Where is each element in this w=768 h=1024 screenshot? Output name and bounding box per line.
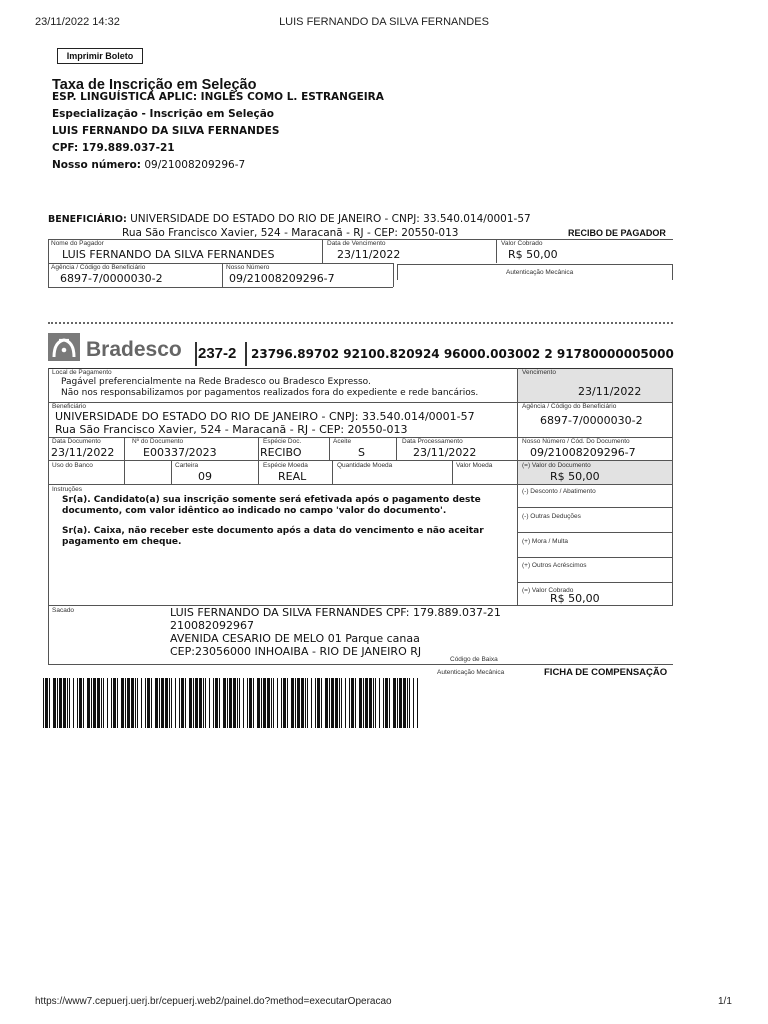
charged-amount-value: R$ 50,00 bbox=[550, 592, 600, 605]
acceptance-value: S bbox=[358, 446, 365, 459]
page-title: Taxa de Inscrição em Seleção bbox=[52, 77, 257, 93]
agency-label: Agência / Código do Beneficiário bbox=[522, 403, 617, 410]
receipt-authentication-label: Autenticação Mecânica bbox=[506, 269, 574, 276]
bank-use-label: Uso do Banco bbox=[52, 462, 93, 469]
inscription-type: Especialização - Inscrição em Seleção bbox=[52, 108, 275, 120]
payer-line1: LUIS FERNANDO DA SILVA FERNANDES CPF: 179.889.037-21 bbox=[170, 606, 501, 619]
payer-line2: 210082092967 bbox=[170, 619, 254, 632]
processing-date-label: Data Processamento bbox=[402, 438, 463, 445]
receipt-due-label: Data de Vencimento bbox=[327, 240, 386, 247]
processing-date-value: 23/11/2022 bbox=[413, 446, 477, 459]
instruction-1b: documento, com valor idêntico ao indicado no campo 'valor do documento'. bbox=[62, 506, 447, 516]
receipt-payer-value: LUIS FERNANDO DA SILVA FERNANDES bbox=[62, 248, 275, 261]
document-number-value: E00337/2023 bbox=[143, 446, 217, 459]
typeable-line: 23796.89702 92100.820924 96000.003002 2 91780000005000 bbox=[251, 347, 674, 361]
receipt-address: Rua São Francisco Xavier, 524 - Maracanã - RJ - CEP: 20550-013 bbox=[122, 227, 459, 239]
instructions-label: Instruções bbox=[52, 486, 82, 493]
payer-line3: AVENIDA CESARIO DE MELO 01 Parque canaa bbox=[170, 632, 420, 645]
nosso-numero-label: Nosso número: bbox=[52, 159, 141, 171]
candidate-cpf: CPF: 179.889.037-21 bbox=[52, 142, 175, 154]
receipt-agency-label: Agência / Código do Beneficiário bbox=[51, 264, 146, 271]
instruction-2b: pagamento em cheque. bbox=[62, 537, 182, 547]
barcode bbox=[43, 678, 423, 728]
currency-value: REAL bbox=[278, 470, 307, 483]
beneficiary-line1: UNIVERSIDADE DO ESTADO DO RIO DE JANEIRO - CNPJ: 33.540.014/0001-57 bbox=[55, 410, 475, 423]
candidate-name: LUIS FERNANDO DA SILVA FERNANDES bbox=[52, 125, 280, 137]
our-number-label: Nosso Número / Cód. Do Documento bbox=[522, 438, 630, 445]
document-kind-value: RECIBO bbox=[260, 446, 302, 459]
payer-label: Sacado bbox=[52, 607, 75, 614]
course-name: ESP. LINGUÍSTICA APLIC: INGLÊS COMO L. ESTRANGEIRA bbox=[52, 91, 384, 103]
acceptance-label: Aceite bbox=[333, 438, 352, 445]
print-url: https://www7.cepuerj.uerj.br/cepuerj.web2/painel.do?method=executarOperacao bbox=[35, 996, 392, 1007]
payment-place-line2: Não nos responsabilizamos por pagamentos realizados fora do expediente e rede bancários. bbox=[61, 388, 479, 398]
currency-label: Espécie Moeda bbox=[263, 462, 308, 469]
nosso-numero-line bbox=[52, 159, 245, 171]
document-date-value: 23/11/2022 bbox=[51, 446, 115, 459]
bank-name: Bradesco bbox=[86, 338, 182, 361]
other-additions-label: (+) Outros Acréscimos bbox=[522, 562, 587, 569]
receipt-payer-label: Nome do Pagador bbox=[51, 240, 104, 247]
bank-code: 237-2 bbox=[198, 345, 237, 362]
charged-amount-label: (=) Valor Cobrado bbox=[522, 587, 574, 594]
payment-place-label: Local de Pagamento bbox=[52, 369, 112, 376]
receipt-our-number-label: Nosso Número bbox=[226, 264, 270, 271]
currency-value-label: Valor Moeda bbox=[456, 462, 493, 469]
print-boleto-button[interactable]: Imprimir Boleto bbox=[57, 48, 143, 64]
payer-line4: CEP:23056000 INHOAIBA - RIO DE JANEIRO RJ bbox=[170, 645, 422, 658]
receipt-beneficiary bbox=[48, 213, 531, 225]
receipt-amount-value: R$ 50,00 bbox=[508, 248, 558, 261]
other-deductions-label: (-) Outras Deduções bbox=[522, 513, 581, 520]
our-number-value: 09/21008209296-7 bbox=[530, 446, 636, 459]
slip-authentication-label: Autenticação Mecânica bbox=[437, 669, 505, 676]
wallet-value: 09 bbox=[198, 470, 212, 483]
instruction-2a: Sr(a). Caixa, não receber este documento após a data do vencimento e não aceitar bbox=[62, 526, 484, 536]
document-kind-label: Espécie Doc. bbox=[263, 438, 302, 445]
receipt-agency-value: 6897-7/0000030-2 bbox=[60, 272, 163, 285]
document-date-label: Data Documento bbox=[52, 438, 101, 445]
cut-line bbox=[48, 322, 673, 324]
print-page-count: 1/1 bbox=[718, 996, 732, 1007]
beneficiary-label: Beneficiário bbox=[52, 403, 86, 410]
currency-quantity-label: Quantidade Moeda bbox=[337, 462, 393, 469]
agency-value: 6897-7/0000030-2 bbox=[540, 414, 643, 427]
receipt-beneficiary-label: BENEFICIÁRIO: bbox=[48, 214, 127, 225]
payment-place-line1: Pagável preferencialmente na Rede Bradesco ou Bradesco Expresso. bbox=[61, 377, 371, 387]
receipt-beneficiary-value: UNIVERSIDADE DO ESTADO DO RIO DE JANEIRO - CNPJ: 33.540.014/0001-57 bbox=[130, 213, 531, 225]
print-page-title: LUIS FERNANDO DA SILVA FERNANDES bbox=[279, 16, 489, 28]
document-amount-value: R$ 50,00 bbox=[550, 470, 600, 483]
receipt-due-value: 23/11/2022 bbox=[337, 248, 401, 261]
instruction-1a: Sr(a). Candidato(a) sua inscrição somente será efetivada após o pagamento deste bbox=[62, 495, 481, 505]
compensation-title: FICHA DE COMPENSAÇÃO bbox=[544, 667, 668, 678]
bradesco-logo-icon bbox=[48, 333, 80, 361]
write-off-code-label: Código de Baixa bbox=[450, 656, 498, 663]
discount-label: (-) Desconto / Abatimento bbox=[522, 488, 596, 495]
document-number-label: Nº do Documento bbox=[132, 438, 184, 445]
receipt-title: RECIBO DE PAGADOR bbox=[568, 228, 666, 238]
receipt-amount-label: Valor Cobrado bbox=[501, 240, 543, 247]
wallet-label: Carteira bbox=[175, 462, 199, 469]
print-datetime: 23/11/2022 14:32 bbox=[35, 16, 120, 28]
nosso-numero-value: 09/21008209296-7 bbox=[144, 159, 246, 171]
receipt-our-number-value: 09/21008209296-7 bbox=[229, 272, 335, 285]
due-date-label: Vencimento bbox=[522, 369, 556, 376]
beneficiary-line2: Rua São Francisco Xavier, 524 - Maracanã - RJ - CEP: 20550-013 bbox=[55, 423, 408, 436]
document-amount-label: (=) Valor do Documento bbox=[522, 462, 591, 469]
late-fee-label: (+) Mora / Multa bbox=[522, 538, 569, 545]
due-date-value: 23/11/2022 bbox=[578, 385, 642, 398]
